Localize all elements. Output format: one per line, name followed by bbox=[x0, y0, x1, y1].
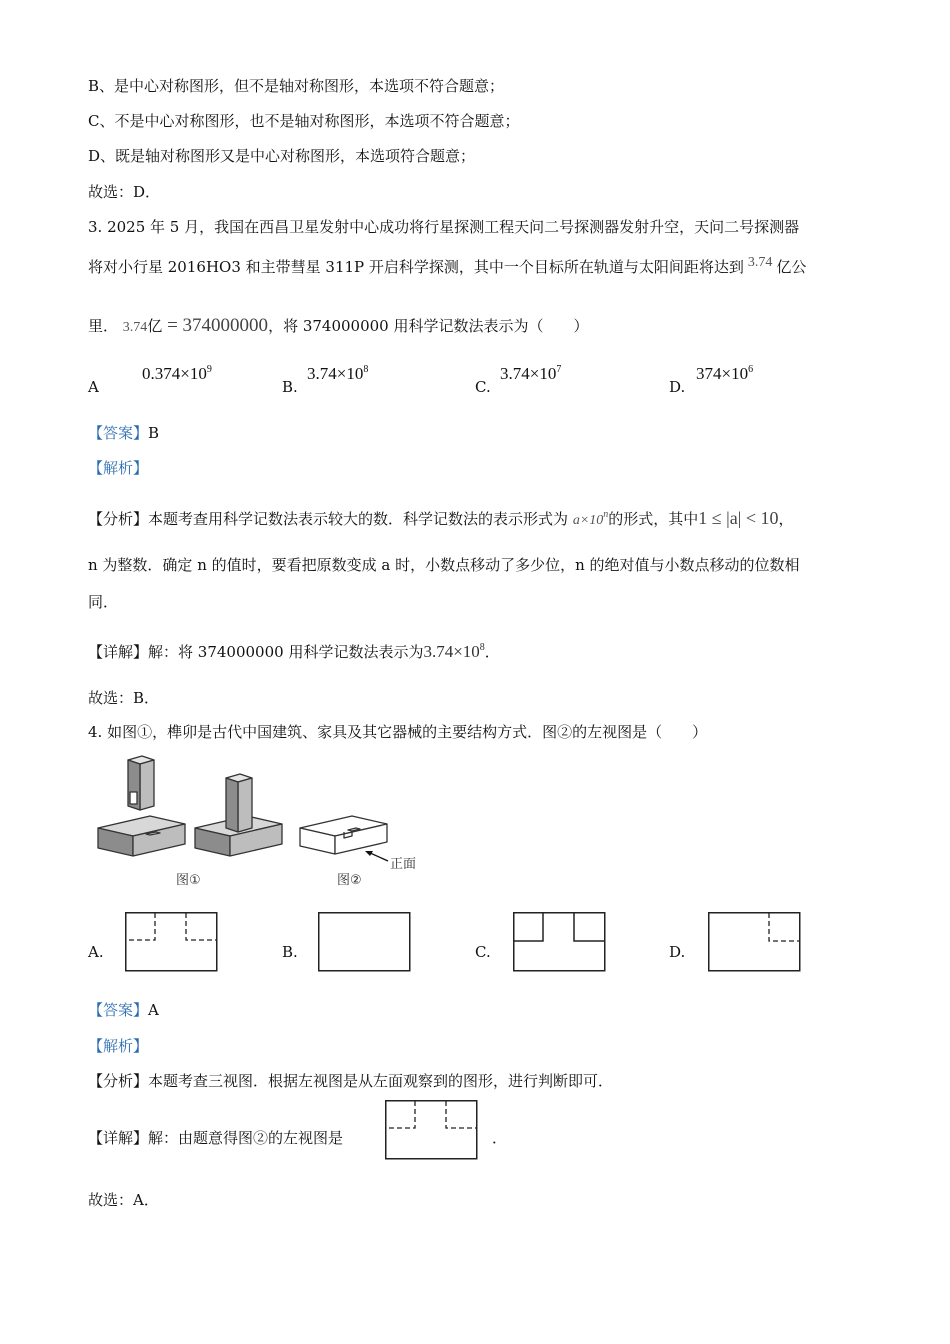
q3-option-a-value: $0.374\times 10^9$ bbox=[142, 364, 212, 383]
q4-detail-view bbox=[385, 1100, 479, 1162]
q4-analysis-heading: 【解析】 bbox=[88, 1037, 149, 1055]
q3-fenxi-line2: n 为整数．确定 n 的值时，要看把原数变成 a 时，小数点移动了多少位，n 的绝对值与小数点移动的位数相 bbox=[88, 556, 800, 574]
q3-conclusion: 故选：B． bbox=[88, 689, 160, 707]
q4-option-b-label: B. bbox=[282, 943, 298, 961]
q4-conclusion: 故选：A． bbox=[88, 1191, 159, 1209]
q4-option-b-view bbox=[318, 912, 412, 974]
q4-option-c-view bbox=[513, 912, 607, 974]
fig1-post-block bbox=[128, 756, 154, 810]
fig2-caption: 图② bbox=[337, 873, 362, 888]
fig1-assembled-block bbox=[195, 774, 282, 856]
q4-detail: 【详解】解：由题意得图②的左视图是 bbox=[88, 1129, 344, 1147]
q3-option-a-label: A bbox=[88, 378, 99, 396]
q4-figure bbox=[90, 748, 430, 898]
q4-option-d-label: D. bbox=[669, 943, 686, 961]
q3-answer: 【答案】B bbox=[88, 424, 160, 442]
q2-option-b-explanation: B、是中心对称图形，但不是轴对称图形，本选项不符合题意； bbox=[88, 77, 505, 95]
fig1-caption: 图① bbox=[176, 873, 201, 888]
q2-option-d-explanation: D、既是轴对称图形又是中心对称图形，本选项符合题意； bbox=[88, 147, 476, 165]
q3-option-d-label: D. bbox=[669, 378, 686, 396]
q3-option-c-value: $3.74\times 10^7$ bbox=[500, 364, 562, 383]
fig1-base-block bbox=[98, 816, 185, 856]
q4-fenxi: 【分析】本题考查三视图．根据左视图是从左面观察到的图形，进行判断即可． bbox=[88, 1072, 614, 1090]
q3-option-b-value: $3.74\times 10^8$ bbox=[307, 364, 369, 383]
q4-answer: 【答案】A bbox=[88, 1001, 159, 1019]
q3-detail: 【详解】解：将 374000000 用科学记数法表示为$3.74\times 10^8$． bbox=[88, 642, 500, 661]
q4-option-a-view bbox=[125, 912, 219, 974]
q4-option-c-label: C. bbox=[475, 943, 491, 961]
q3-fenxi-line3: 同． bbox=[88, 593, 119, 611]
q3-stem-line2: 将对小行星 2016HO3 和主带彗星 311P 开启科学探测，其中一个目标所在轨道与太阳间距将达到 3.74 亿公 bbox=[88, 255, 807, 276]
q3-option-d-value: $374\times 10^6$ bbox=[696, 364, 754, 383]
q3-equation: = 374000000 bbox=[167, 315, 269, 336]
fig2-block bbox=[300, 816, 387, 854]
q4-detail-end: ． bbox=[492, 1129, 508, 1147]
q3-analysis-heading: 【解析】 bbox=[88, 459, 149, 477]
q3-option-c-label: C. bbox=[475, 378, 491, 396]
q2-option-c-explanation: C、不是中心对称图形，也不是轴对称图形，本选项不符合题意； bbox=[88, 112, 520, 130]
q3-distance-value: 3.74 bbox=[747, 255, 773, 270]
q4-stem: 4. 如图①，榫卯是古代中国建筑、家具及其它器械的主要结构方式．图②的左视图是（ ） bbox=[88, 723, 708, 741]
q3-fenxi-line1: 【分析】本题考查用科学记数法表示较大的数．科学记数法的表示形式为 $a\times 10^n$的形式，其中1 ≤ |a| < 10， bbox=[88, 508, 794, 528]
q3-option-b-label: B. bbox=[282, 378, 298, 396]
q3-stem-line3: 里． 3.74亿 = 374000000，将 374000000 用科学记数法表示为（ ） bbox=[88, 315, 589, 336]
q4-option-d-view bbox=[708, 912, 802, 974]
q4-option-a-label: A. bbox=[88, 943, 104, 961]
q2-conclusion: 故选：D． bbox=[88, 183, 161, 201]
q3-stem-line1: 3. 2025 年 5 月，我国在西昌卫星发射中心成功将行星探测工程天问二号探测器发射升空，天问二号探测器 bbox=[88, 218, 800, 236]
front-label: 正面 bbox=[390, 857, 417, 872]
